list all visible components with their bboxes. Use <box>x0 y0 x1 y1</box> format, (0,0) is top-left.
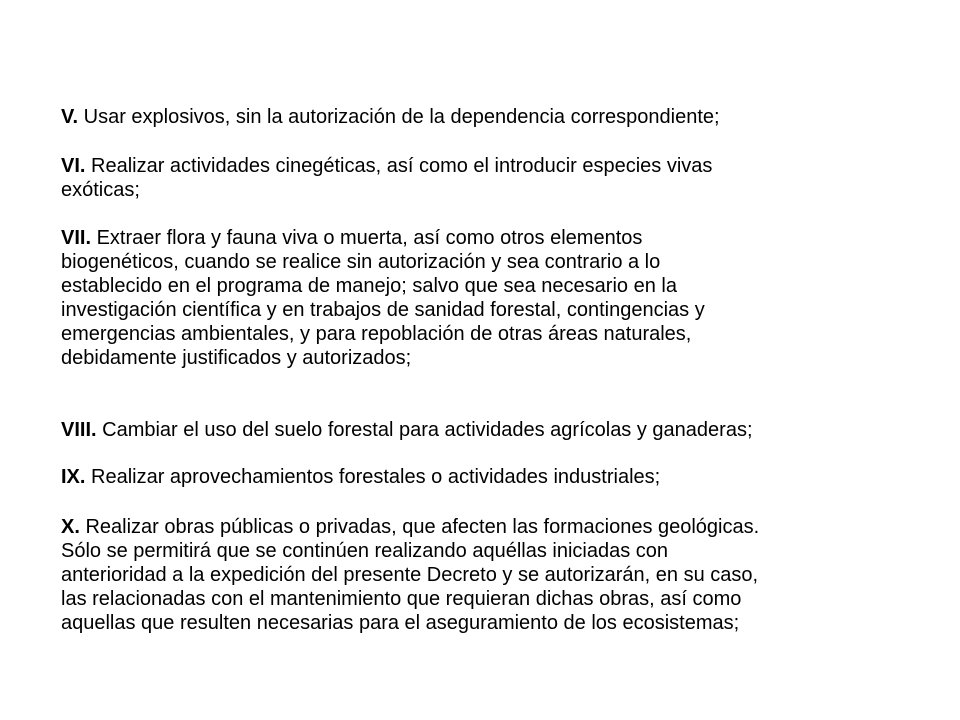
item-numeral: V. <box>61 106 79 128</box>
item-line: establecido en el programa de manejo; salvo que sea necesario en la <box>61 275 677 297</box>
item-text: Usar explosivos, sin la autorización de la dependencia correspondiente; <box>83 106 720 128</box>
item-numeral: VII. <box>61 227 92 249</box>
item-x <box>61 515 906 635</box>
item-text: Cambiar el uso del suelo forestal para actividades agrícolas y ganaderas; <box>102 419 753 441</box>
item-line <box>61 418 906 442</box>
item-line <box>61 105 906 129</box>
item-numeral: VIII. <box>61 419 97 441</box>
item-vii <box>61 226 906 370</box>
item-text: Realizar aprovechamientos forestales o actividades industriales; <box>91 466 661 488</box>
item-text: Realizar actividades cinegéticas, así como el introducir especies vivas <box>91 155 713 177</box>
item-line <box>61 226 906 250</box>
item-line: Sólo se permitirá que se continúen realizando aquéllas iniciadas con <box>61 540 669 562</box>
item-line <box>61 515 906 539</box>
item-text: Extraer flora y fauna viva o muerta, así como otros elementos <box>96 227 643 249</box>
item-line: biogenéticos, cuando se realice sin autorización y sea contrario a lo <box>61 251 661 273</box>
item-line: las relacionadas con el mantenimiento que requieran dichas obras, así como <box>61 588 742 610</box>
item-ix <box>61 465 906 489</box>
item-line: investigación científica y en trabajos de sanidad forestal, contingencias y <box>61 299 705 321</box>
item-vi <box>61 154 906 202</box>
item-numeral: VI. <box>61 155 86 177</box>
item-line: debidamente justificados y autorizados; <box>61 347 412 369</box>
item-text: Realizar obras públicas o privadas, que afecten las formaciones geológicas. <box>85 516 760 538</box>
item-line: exóticas; <box>61 179 140 201</box>
item-line: aquellas que resulten necesarias para el aseguramiento de los ecosistemas; <box>61 612 740 634</box>
item-viii <box>61 418 906 442</box>
item-line <box>61 465 906 489</box>
item-v <box>61 105 906 129</box>
item-numeral: IX. <box>61 466 86 488</box>
item-line: anterioridad a la expedición del presente Decreto y se autorizarán, en su caso, <box>61 564 759 586</box>
item-line: emergencias ambientales, y para repoblación de otras áreas naturales, <box>61 323 692 345</box>
item-line <box>61 154 906 178</box>
item-numeral: X. <box>61 516 80 538</box>
